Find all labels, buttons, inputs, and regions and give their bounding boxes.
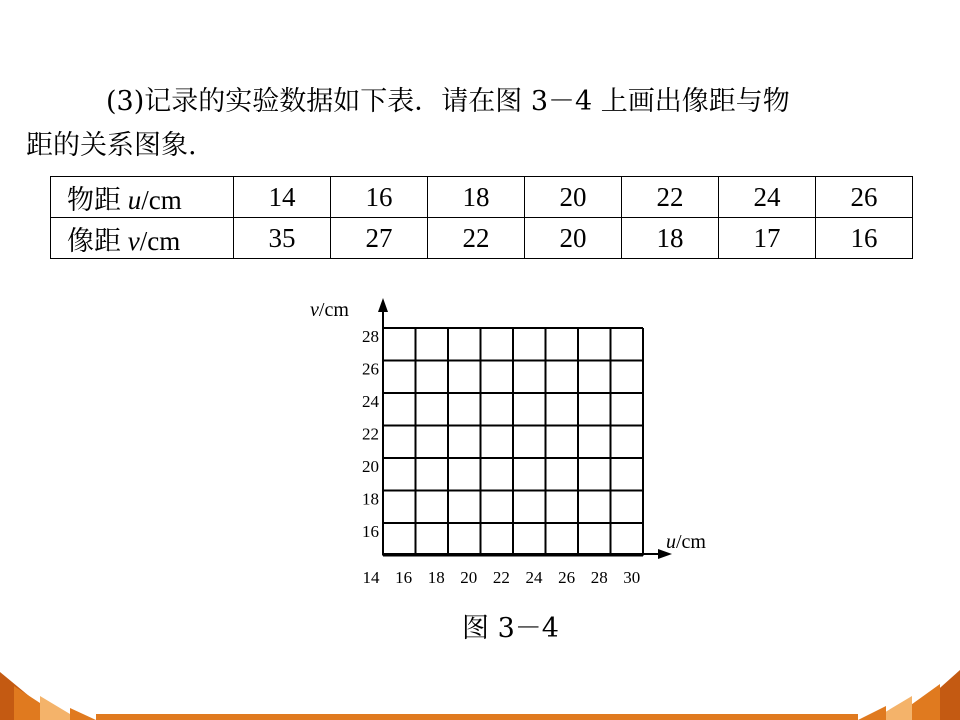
y-tick-label: 20 bbox=[362, 457, 379, 476]
table-cell: 26 bbox=[816, 177, 913, 218]
row-header: 物距 u/cm bbox=[51, 177, 234, 218]
y-axis-label: v/cm bbox=[310, 299, 349, 321]
y-tick-label: 16 bbox=[362, 522, 379, 541]
table-cell: 20 bbox=[525, 218, 622, 259]
row-header: 像距 v/cm bbox=[51, 218, 234, 259]
figure-caption: 图 3－4 bbox=[462, 613, 559, 644]
table-cell: 17 bbox=[719, 218, 816, 259]
x-tick-label: 14 bbox=[362, 568, 380, 587]
table-cell: 35 bbox=[234, 218, 331, 259]
y-tick-label: 26 bbox=[362, 359, 379, 379]
x-tick-label: 20 bbox=[460, 568, 478, 587]
y-tick-label: 18 bbox=[362, 489, 379, 509]
x-tick-label: 26 bbox=[558, 568, 576, 587]
table-cell: 27 bbox=[331, 218, 428, 259]
table-cell: 22 bbox=[428, 218, 525, 259]
y-tick-label: 22 bbox=[362, 424, 379, 444]
x-tick-label: 30 bbox=[623, 568, 641, 587]
x-tick-label: 28 bbox=[590, 568, 608, 587]
y-tick-label: 24 bbox=[362, 392, 379, 411]
table-cell: 24 bbox=[719, 177, 816, 218]
table-cell: 20 bbox=[525, 177, 622, 218]
decor-triangle bbox=[858, 706, 886, 720]
table-cell: 16 bbox=[816, 218, 913, 259]
x-tick-label: 18 bbox=[427, 568, 445, 587]
table-cell: 18 bbox=[622, 218, 719, 259]
question-line-1: (3)记录的实验数据如下表．请在图 3－4 上画出像距与物 bbox=[106, 86, 790, 117]
x-tick-label: 16 bbox=[395, 568, 413, 587]
decor-triangle bbox=[70, 708, 96, 720]
x-tick-label: 24 bbox=[525, 568, 543, 587]
table-cell: 16 bbox=[331, 177, 428, 218]
x-tick-label: 22 bbox=[492, 568, 510, 587]
table-cell: 14 bbox=[234, 177, 331, 218]
table-cell: 18 bbox=[428, 177, 525, 218]
y-tick-label: 28 bbox=[362, 327, 379, 346]
table-cell: 22 bbox=[622, 177, 719, 218]
decor-bottom-bar bbox=[96, 714, 858, 720]
question-line-2: 距的关系图象. bbox=[26, 130, 197, 161]
x-axis-label: u/cm bbox=[666, 531, 706, 553]
